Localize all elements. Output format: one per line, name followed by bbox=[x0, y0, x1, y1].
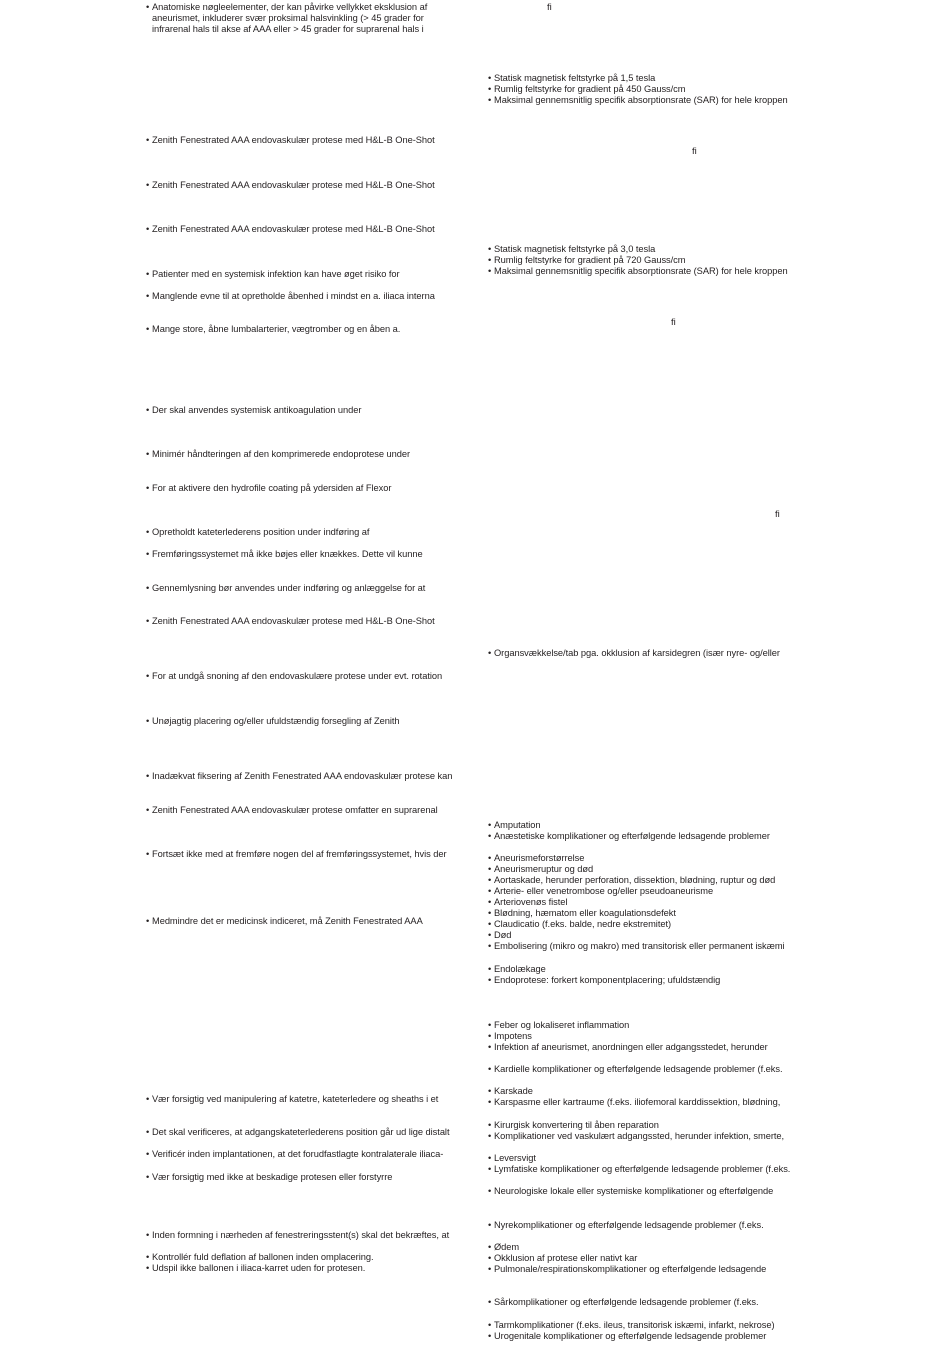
bullet-text: Aortaskade, herunder perforation, dissektion, blødning, ruptur og død bbox=[494, 875, 776, 885]
bullet-item bbox=[488, 1120, 659, 1131]
bullet-marker: • bbox=[488, 266, 492, 276]
bullet-text: Infektion af aneurismet, anordningen eller adgangsstedet, herunder bbox=[494, 1042, 768, 1052]
bullet-text: For at aktivere den hydrofile coating på ydersiden af Flexor bbox=[152, 483, 392, 493]
bullet-marker: • bbox=[146, 616, 150, 626]
bullet-text: Anæstetiske komplikationer og efterfølgende ledsagende problemer bbox=[494, 831, 770, 841]
bullet-marker: • bbox=[146, 405, 150, 415]
bullet-marker: • bbox=[488, 95, 492, 105]
bullet-item bbox=[146, 483, 391, 494]
bullet-text: Arterie- eller venetrombose og/eller pseudoaneurisme bbox=[494, 886, 714, 896]
bullet-item bbox=[146, 849, 447, 860]
bullet-text: Inden formning i nærheden af fenestreringsstent(s) skal det bekræftes, at bbox=[152, 1230, 450, 1240]
bullet-text: Zenith Fenestrated AAA endovaskulær protese med H&L-B One-Shot bbox=[152, 135, 435, 145]
bullet-marker: • bbox=[488, 853, 492, 863]
bullet-text: Endolækage bbox=[494, 964, 546, 974]
bullet-text: Patienter med en systemisk infektion kan have øget risiko for bbox=[152, 269, 400, 279]
bullet-item bbox=[146, 2, 427, 13]
bullet-item bbox=[488, 244, 655, 255]
bullet-marker: • bbox=[488, 908, 492, 918]
bullet-text: Embolisering (mikro og makro) med transitorisk eller permanent iskæmi bbox=[494, 941, 785, 951]
bullet-item bbox=[146, 583, 425, 594]
bullet-marker: • bbox=[146, 483, 150, 493]
bullet-item bbox=[146, 135, 435, 146]
bullet-text: Der skal anvendes systemisk antikoagulation under bbox=[152, 405, 362, 415]
bullet-text: Sårkomplikationer og efterfølgende ledsagende problemer (f.eks. bbox=[494, 1297, 759, 1307]
bullet-text: Unøjagtig placering og/eller ufuldstændig forsegling af Zenith bbox=[152, 716, 400, 726]
bullet-item bbox=[488, 897, 567, 908]
bullet-text: Okklusion af protese eller nativt kar bbox=[494, 1253, 638, 1263]
bullet-item bbox=[488, 1320, 775, 1331]
bullet-marker: • bbox=[488, 875, 492, 885]
bullet-marker: • bbox=[146, 549, 150, 559]
bullet-marker: • bbox=[488, 1086, 492, 1096]
bullet-item bbox=[488, 84, 685, 95]
bullet-marker: • bbox=[488, 1264, 492, 1274]
bullet-marker: • bbox=[146, 527, 150, 537]
bullet-marker: • bbox=[146, 2, 150, 12]
bullet-marker: • bbox=[488, 73, 492, 83]
bullet-text: aneurismet, inkluderer svær proksimal halsvinkling (> 45 grader for bbox=[152, 13, 424, 23]
bullet-text: Leversvigt bbox=[494, 1153, 536, 1163]
bullet-item bbox=[488, 95, 788, 106]
bullet-marker: • bbox=[146, 224, 150, 234]
bullet-text: Udspil ikke ballonen i iliaca-karret uden for protesen. bbox=[152, 1263, 366, 1273]
bullet-text: Rumlig feltstyrke for gradient på 450 Gauss/cm bbox=[494, 84, 686, 94]
bullet-item bbox=[488, 1097, 780, 1108]
bullet-item bbox=[146, 1094, 438, 1105]
bullet-item bbox=[488, 864, 593, 875]
bullet-item bbox=[146, 269, 400, 280]
bullet-marker: • bbox=[146, 135, 150, 145]
bullet-item bbox=[146, 671, 442, 682]
bullet-marker: • bbox=[488, 1242, 492, 1252]
bullet-text: Verificér inden implantationen, at det forudfastlagte kontralaterale iliaca- bbox=[152, 1149, 444, 1159]
bullet-item-continuation bbox=[152, 24, 424, 35]
bullet-item bbox=[488, 941, 785, 952]
bullet-marker: • bbox=[146, 583, 150, 593]
bullet-text: Manglende evne til at opretholde åbenhed i mindst en a. iliaca interna bbox=[152, 291, 435, 301]
bullet-text: Minimér håndteringen af den komprimerede endoprotese under bbox=[152, 449, 411, 459]
bullet-marker: • bbox=[146, 849, 150, 859]
bullet-item bbox=[488, 1042, 768, 1053]
ligature-glyph: ﬁ bbox=[692, 146, 697, 157]
bullet-text: Gennemlysning bør anvendes under indføring og anlæggelse for at bbox=[152, 583, 426, 593]
bullet-text: Tarmkomplikationer (f.eks. ileus, transitorisk iskæmi, infarkt, nekrose) bbox=[494, 1320, 775, 1330]
bullet-item bbox=[488, 1264, 766, 1275]
bullet-marker: • bbox=[488, 1164, 492, 1174]
bullet-text: Statisk magnetisk feltstyrke på 1,5 tesla bbox=[494, 73, 656, 83]
bullet-marker: • bbox=[488, 1153, 492, 1163]
bullet-item bbox=[146, 771, 452, 782]
bullet-marker: • bbox=[488, 1331, 492, 1341]
bullet-text: Kirurgisk konvertering til åben reparation bbox=[494, 1120, 659, 1130]
bullet-marker: • bbox=[146, 716, 150, 726]
bullet-item bbox=[146, 1263, 365, 1274]
bullet-text: Nyrekomplikationer og efterfølgende ledsagende problemer (f.eks. bbox=[494, 1220, 764, 1230]
bullet-item bbox=[488, 1153, 536, 1164]
bullet-item bbox=[146, 1127, 449, 1138]
bullet-item bbox=[146, 1149, 443, 1160]
bullet-marker: • bbox=[488, 930, 492, 940]
bullet-marker: • bbox=[146, 1172, 150, 1182]
bullet-text: Fortsæt ikke med at fremføre nogen del af fremføringssystemet, hvis der bbox=[152, 849, 447, 859]
bullet-item bbox=[146, 549, 423, 560]
bullet-marker: • bbox=[488, 255, 492, 265]
bullet-marker: • bbox=[146, 449, 150, 459]
bullet-marker: • bbox=[488, 1064, 492, 1074]
bullet-item bbox=[146, 716, 400, 727]
bullet-item bbox=[488, 975, 720, 986]
bullet-item bbox=[146, 916, 423, 927]
bullet-text: Vær forsigtig ved manipulering af katetre, kateterledere og sheaths i et bbox=[152, 1094, 439, 1104]
bullet-marker: • bbox=[146, 805, 150, 815]
bullet-text: Maksimal gennemsnitlig specifik absorptionsrate (SAR) for hele kroppen bbox=[494, 95, 788, 105]
bullet-text: Zenith Fenestrated AAA endovaskulær protese med H&L-B One-Shot bbox=[152, 616, 435, 626]
bullet-marker: • bbox=[488, 941, 492, 951]
bullet-item bbox=[488, 919, 671, 930]
bullet-marker: • bbox=[488, 820, 492, 830]
bullet-text: Fremføringssystemet må ikke bøjes eller knækkes. Dette vil kunne bbox=[152, 549, 423, 559]
bullet-text: Zenith Fenestrated AAA endovaskulær protese med H&L-B One-Shot bbox=[152, 224, 435, 234]
bullet-text: Zenith Fenestrated AAA endovaskulær protese med H&L-B One-Shot bbox=[152, 180, 435, 190]
bullet-item-continuation bbox=[152, 13, 424, 24]
bullet-marker: • bbox=[488, 897, 492, 907]
bullet-marker: • bbox=[146, 269, 150, 279]
bullet-item bbox=[146, 1230, 449, 1241]
bullet-text: Karskade bbox=[494, 1086, 533, 1096]
bullet-item bbox=[488, 1331, 766, 1342]
bullet-marker: • bbox=[488, 84, 492, 94]
bullet-marker: • bbox=[488, 1020, 492, 1030]
bullet-text: Urogenitale komplikationer og efterfølgende ledsagende problemer bbox=[494, 1331, 767, 1341]
bullet-marker: • bbox=[146, 1252, 150, 1262]
bullet-item bbox=[488, 1220, 764, 1231]
bullet-marker: • bbox=[488, 975, 492, 985]
bullet-text: Komplikationer ved vaskulært adgangssted, herunder infektion, smerte, bbox=[494, 1131, 785, 1141]
bullet-text: Blødning, hæmatom eller koagulationsdefekt bbox=[494, 908, 676, 918]
bullet-text: Inadækvat fiksering af Zenith Fenestrated AAA endovaskulær protese kan bbox=[152, 771, 453, 781]
bullet-marker: • bbox=[488, 886, 492, 896]
bullet-item bbox=[146, 449, 410, 460]
bullet-marker: • bbox=[488, 919, 492, 929]
bullet-item bbox=[146, 527, 369, 538]
bullet-item bbox=[488, 1086, 533, 1097]
bullet-marker: • bbox=[488, 1186, 492, 1196]
bullet-marker: • bbox=[146, 324, 150, 334]
bullet-marker: • bbox=[488, 964, 492, 974]
bullet-marker: • bbox=[488, 1297, 492, 1307]
bullet-item bbox=[488, 1064, 782, 1075]
bullet-marker: • bbox=[488, 1097, 492, 1107]
bullet-marker: • bbox=[146, 671, 150, 681]
bullet-text: Aneurismeruptur og død bbox=[494, 864, 594, 874]
bullet-text: Organsvækkelse/tab pga. okklusion af karsidegren (især nyre- og/eller bbox=[494, 648, 780, 658]
bullet-text: infrarenal hals til akse af AAA eller > 45 grader for suprarenal hals i bbox=[152, 24, 424, 34]
bullet-text: Zenith Fenestrated AAA endovaskulær protese omfatter en suprarenal bbox=[152, 805, 438, 815]
bullet-text: Død bbox=[494, 930, 512, 940]
bullet-text: Det skal verificeres, at adgangskateterlederens position går ud lige distalt bbox=[152, 1127, 450, 1137]
bullet-marker: • bbox=[488, 1120, 492, 1130]
bullet-item bbox=[488, 255, 685, 266]
bullet-item bbox=[488, 1031, 532, 1042]
bullet-marker: • bbox=[146, 1263, 150, 1273]
bullet-item bbox=[488, 886, 713, 897]
ligature-glyph: ﬁ bbox=[671, 317, 676, 328]
bullet-marker: • bbox=[146, 916, 150, 926]
bullet-marker: • bbox=[488, 244, 492, 254]
bullet-item bbox=[488, 964, 546, 975]
bullet-item bbox=[146, 180, 435, 191]
bullet-text: Vær forsigtig med ikke at beskadige protesen eller forstyrre bbox=[152, 1172, 393, 1182]
bullet-item bbox=[146, 616, 435, 627]
bullet-item bbox=[146, 805, 438, 816]
ligature-glyph: ﬁ bbox=[775, 509, 780, 520]
bullet-marker: • bbox=[488, 648, 492, 658]
bullet-item bbox=[146, 405, 361, 416]
bullet-text: Aneurismeforstørrelse bbox=[494, 853, 585, 863]
bullet-item bbox=[488, 1020, 629, 1031]
bullet-text: Neurologiske lokale eller systemiske komplikationer og efterfølgende bbox=[494, 1186, 774, 1196]
bullet-text: Medmindre det er medicinsk indiceret, må Zenith Fenestrated AAA bbox=[152, 916, 423, 926]
bullet-item bbox=[146, 1172, 392, 1183]
bullet-item bbox=[488, 820, 541, 831]
bullet-marker: • bbox=[488, 831, 492, 841]
bullet-text: Mange store, åbne lumbalarterier, vægtromber og en åben a. bbox=[152, 324, 401, 334]
bullet-text: Maksimal gennemsnitlig specifik absorptionsrate (SAR) for hele kroppen bbox=[494, 266, 788, 276]
bullet-text: Opretholdt kateterlederens position under indføring af bbox=[152, 527, 370, 537]
bullet-text: Amputation bbox=[494, 820, 541, 830]
bullet-text: Lymfatiske komplikationer og efterfølgende ledsagende problemer (f.eks. bbox=[494, 1164, 791, 1174]
bullet-marker: • bbox=[146, 771, 150, 781]
bullet-item bbox=[488, 930, 511, 941]
bullet-marker: • bbox=[488, 1031, 492, 1041]
bullet-item bbox=[488, 1297, 759, 1308]
bullet-text: Statisk magnetisk feltstyrke på 3,0 tesla bbox=[494, 244, 656, 254]
bullet-marker: • bbox=[146, 1127, 150, 1137]
bullet-text: Karspasme eller kartraume (f.eks. iliofemoral karddissektion, blødning, bbox=[494, 1097, 781, 1107]
bullet-text: Ødem bbox=[494, 1242, 520, 1252]
bullet-text: Kontrollér fuld deflation af ballonen inden omplacering. bbox=[152, 1252, 374, 1262]
bullet-item bbox=[488, 875, 775, 886]
bullet-item bbox=[146, 224, 435, 235]
bullet-marker: • bbox=[488, 1131, 492, 1141]
bullet-text: Endoprotese: forkert komponentplacering; ufuldstændig bbox=[494, 975, 721, 985]
bullet-marker: • bbox=[488, 1220, 492, 1230]
bullet-item bbox=[488, 1164, 790, 1175]
bullet-text: Feber og lokaliseret inflammation bbox=[494, 1020, 630, 1030]
bullet-item bbox=[488, 1253, 637, 1264]
ligature-glyph: ﬁ bbox=[547, 2, 552, 13]
bullet-marker: • bbox=[146, 1149, 150, 1159]
bullet-item bbox=[488, 73, 655, 84]
bullet-marker: • bbox=[488, 1042, 492, 1052]
bullet-text: For at undgå snoning af den endovaskulære protese under evt. rotation bbox=[152, 671, 443, 681]
bullet-text: Pulmonale/respirationskomplikationer og efterfølgende ledsagende bbox=[494, 1264, 767, 1274]
bullet-text: Impotens bbox=[494, 1031, 532, 1041]
bullet-text: Anatomiske nøgleelementer, der kan påvirke vellykket eksklusion af bbox=[152, 2, 428, 12]
bullet-marker: • bbox=[146, 1094, 150, 1104]
bullet-item bbox=[488, 1186, 773, 1197]
bullet-marker: • bbox=[488, 1253, 492, 1263]
bullet-text: Arteriovenøs fistel bbox=[494, 897, 568, 907]
bullet-text: Claudicatio (f.eks. balde, nedre ekstremitet) bbox=[494, 919, 672, 929]
bullet-item bbox=[488, 853, 584, 864]
bullet-marker: • bbox=[146, 291, 150, 301]
bullet-text: Kardielle komplikationer og efterfølgende ledsagende problemer (f.eks. bbox=[494, 1064, 783, 1074]
bullet-marker: • bbox=[488, 864, 492, 874]
bullet-item bbox=[146, 324, 400, 335]
bullet-item bbox=[488, 1242, 519, 1253]
bullet-item bbox=[488, 908, 676, 919]
bullet-item bbox=[488, 266, 788, 277]
bullet-item bbox=[488, 648, 780, 659]
bullet-item bbox=[488, 1131, 784, 1142]
bullet-text: Rumlig feltstyrke for gradient på 720 Gauss/cm bbox=[494, 255, 686, 265]
bullet-item bbox=[146, 1252, 374, 1263]
bullet-marker: • bbox=[488, 1320, 492, 1330]
bullet-item bbox=[146, 291, 435, 302]
bullet-marker: • bbox=[146, 180, 150, 190]
bullet-item bbox=[488, 831, 770, 842]
bullet-marker: • bbox=[146, 1230, 150, 1240]
